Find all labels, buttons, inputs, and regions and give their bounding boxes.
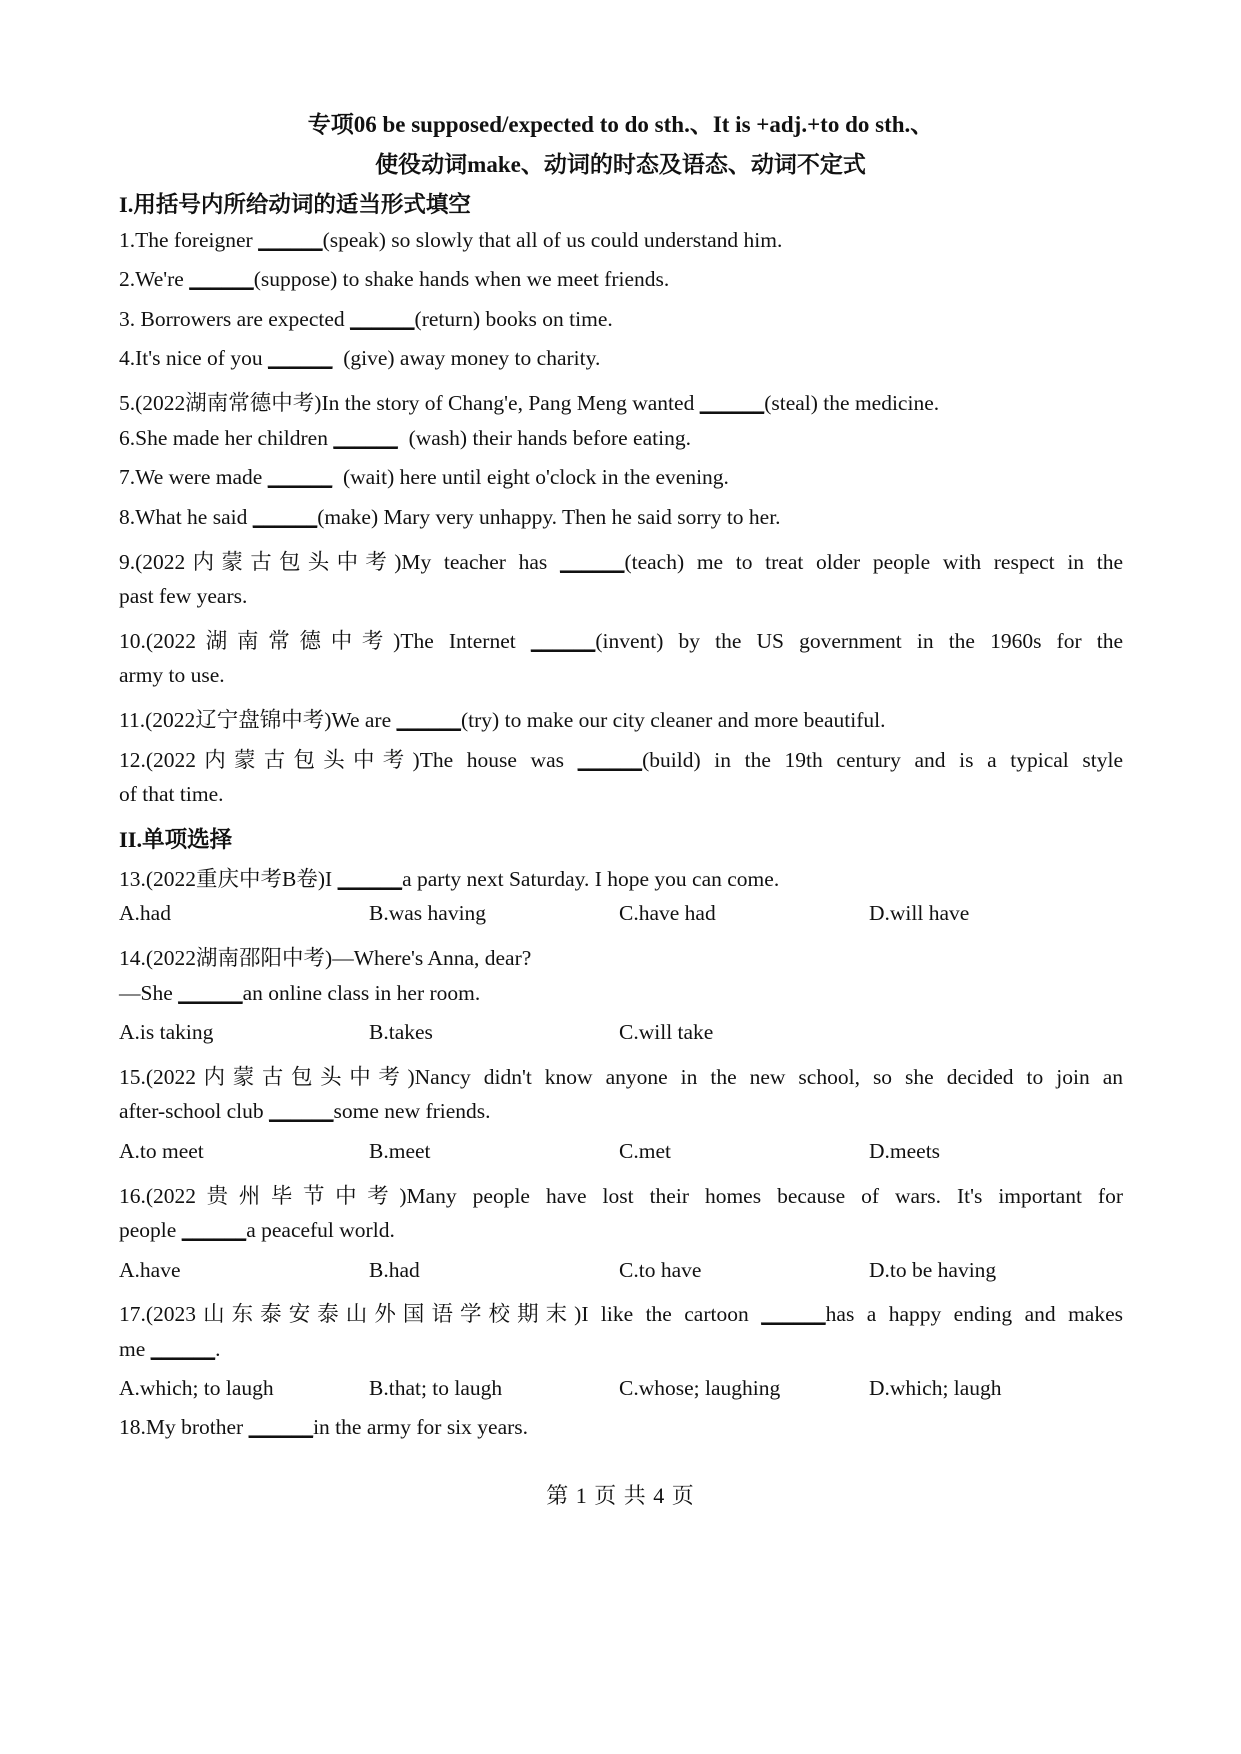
question-17-cont: me ______. [119,1337,221,1361]
question-4: 4.It's nice of you ______ (give) away money to charity. [119,346,601,370]
answer-blank: ______ [181,1218,247,1242]
question-12: 12.(2022内蒙古包头中考)The house was ______(build) in the 19th century and is a typical style [119,748,1123,772]
page-title-line2: 使役动词make、动词的时态及语态、动词不定式 [375,152,866,177]
option-d: D.to be having [869,1258,997,1282]
option-b: B.takes [369,1020,433,1044]
page-footer: 第 1 页 共 4 页 [546,1483,695,1508]
answer-blank: ______ [252,505,318,529]
option-d: D.which; laugh [869,1376,1002,1400]
option-a: A.to meet [119,1139,204,1163]
question-3: 3. Borrowers are expected ______(return) books on time. [119,307,613,331]
question-2: 2.We're ______(suppose) to shake hands when we meet friends. [119,267,670,291]
question-17-options [119,1376,1123,1406]
question-16-options [119,1258,1123,1288]
option-b: B.meet [369,1139,431,1163]
option-c: C.to have [619,1258,702,1282]
question-5: 5.(2022湖南常德中考)In the story of Chang'e, Pang Meng wanted ______(steal) the medicine. [119,391,940,415]
question-16: 16.(2022贵州毕节中考)Many people have lost their homes because of wars. It's important for [119,1184,1123,1208]
answer-blank: ______ [699,391,765,415]
option-b: B.was having [369,901,487,925]
answer-blank: ______ [267,346,333,370]
question-16-cont: people ______a peaceful world. [119,1218,395,1242]
option-c: C.will take [619,1020,714,1044]
question-17: 17.(2023山东泰安泰山外国语学校期末)I like the cartoon ______has a happy ending and makes [119,1302,1123,1326]
question-8: 8.What he said ______(make) Mary very unhappy. Then he said sorry to her. [119,505,781,529]
question-12-cont: of that time. [119,782,224,806]
answer-blank: ______ [258,228,323,252]
answer-blank: ______ [530,629,596,653]
question-10: 10.(2022湖南常德中考)The Internet ______(invent) by the US government in the 1960s for the [119,629,1123,653]
answer-blank: ______ [333,426,398,450]
option-a: A.had [119,901,171,925]
answer-blank: ______ [267,465,333,489]
question-18: 18.My brother ______in the army for six years. [119,1415,529,1439]
question-10-cont: army to use. [119,663,225,687]
question-9: 9.(2022内蒙古包头中考)My teacher has ______(teach) me to treat older people with respect in the [119,550,1123,574]
question-14: 14.(2022湖南邵阳中考)—Where's Anna, dear? [119,946,532,970]
section1-heading: I.用括号内所给动词的适当形式填空 [119,192,471,217]
question-14-options [119,1020,1123,1050]
option-c: C.whose; laughing [619,1376,781,1400]
question-6: 6.She made her children ______ (wash) their hands before eating. [119,426,691,450]
question-15-options [119,1139,1123,1169]
answer-blank: ______ [396,708,462,732]
option-d: D.meets [869,1139,941,1163]
option-d: D.will have [869,901,970,925]
answer-blank: ______ [269,1099,334,1123]
question-1: 1.The foreigner ______(speak) so slowly that all of us could understand him. [119,228,783,252]
answer-blank: ______ [577,748,643,772]
option-a: A.which; to laugh [119,1376,274,1400]
option-c: C.met [619,1139,671,1163]
option-a: A.have [119,1258,181,1282]
option-b: B.that; to laugh [369,1376,503,1400]
question-11: 11.(2022辽宁盘锦中考)We are ______(try) to make our city cleaner and more beautiful. [119,708,886,732]
option-a: A.is taking [119,1020,214,1044]
question-14-answer-line: —She ______an online class in her room. [119,981,481,1005]
question-7: 7.We were made ______ (wait) here until eight o'clock in the evening. [119,465,729,489]
question-15: 15.(2022内蒙古包头中考)Nancy didn't know anyone in the new school, so she decided to join an [119,1065,1123,1089]
option-c: C.have had [619,901,716,925]
answer-blank: ______ [248,1415,314,1439]
answer-blank: ______ [761,1302,826,1326]
question-15-cont: after-school club ______some new friends. [119,1099,491,1123]
page-title-line1: 专项06 be supposed/expected to do sth.、It is +adj.+to do sth.、 [307,112,934,137]
answer-blank: ______ [337,867,403,891]
answer-blank: ______ [150,1337,216,1361]
question-9-cont: past few years. [119,584,248,608]
option-b: B.had [369,1258,420,1282]
answer-blank: ______ [189,267,254,291]
question-13: 13.(2022重庆中考B卷)I ______a party next Saturday. I hope you can come. [119,867,780,891]
answer-blank: ______ [559,550,625,574]
section2-heading: II.单项选择 [119,827,233,852]
answer-blank: ______ [178,981,243,1005]
answer-blank: ______ [350,307,415,331]
question-13-options [119,901,1123,931]
